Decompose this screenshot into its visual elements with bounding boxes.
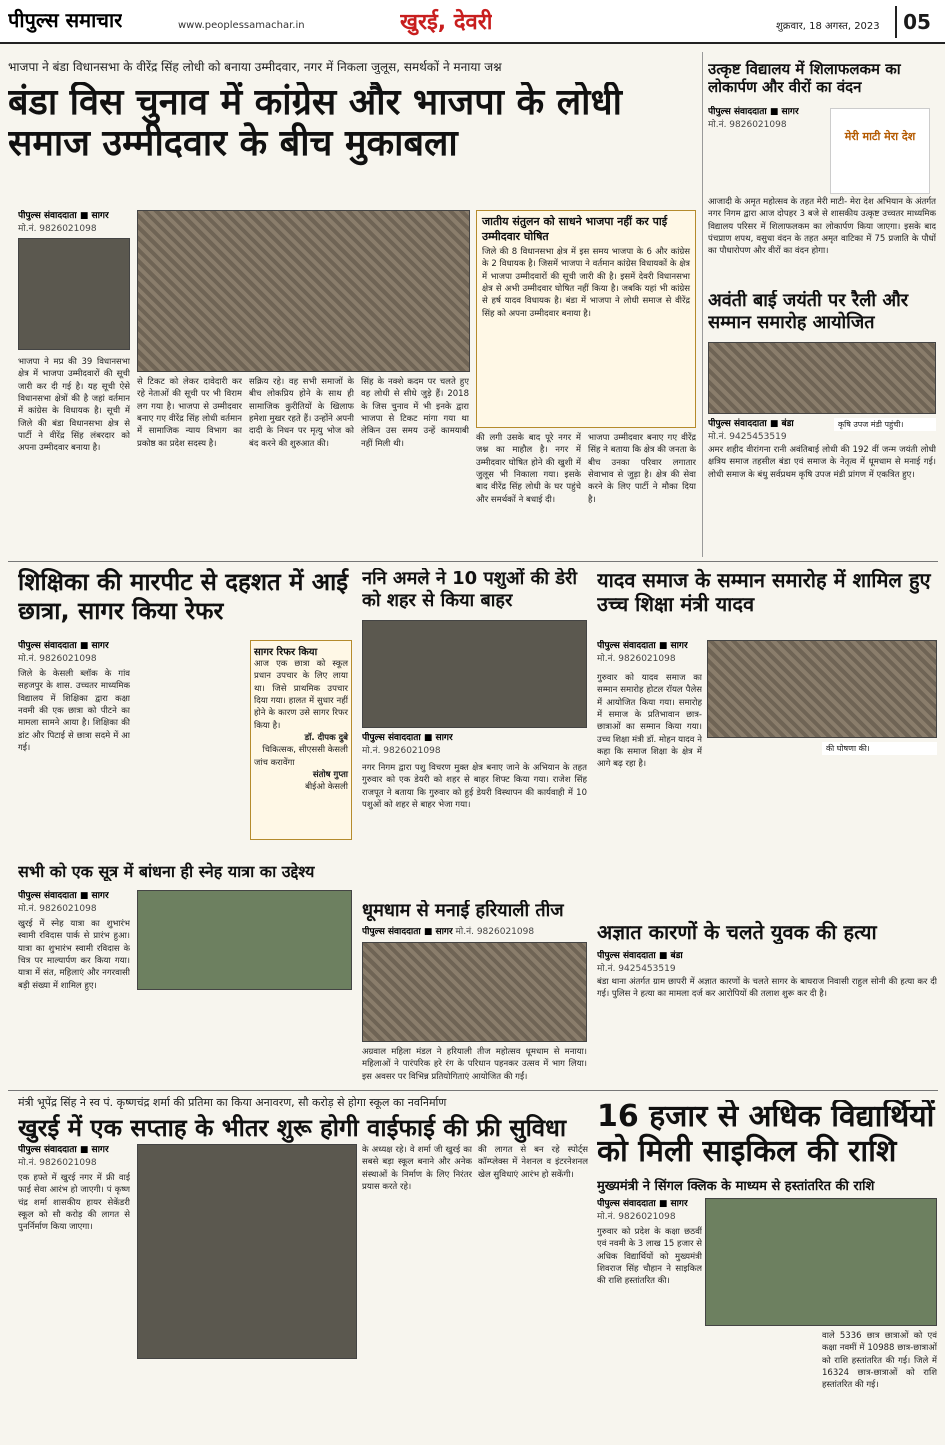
murder-body: बंडा थाना अंतर्गत ग्राम छापरी में अज्ञात कारणों के चलते सागर के बाघराज निवासी राहुल सोनी की हत्या कर दी गई। पुलिस ने हत्या का मामला दर्ज कर आरोपियों की तलाश शुरू कर दी है। bbox=[597, 977, 937, 1000]
wifi-body-col1: एक हफ्ते में खुरई नगर में फ्री वाई फाई सेवा आरंभ हो जाएगी। पं कृष्ण चंद्र शर्मा शासकीय हायर सेकेंडरी स्कूल को सौ करोड़ की लागत से पुनर्निर्माण किया जाएगा। bbox=[18, 1173, 130, 1233]
teej-photo bbox=[362, 942, 587, 1042]
sneh-byline bbox=[18, 890, 128, 915]
teej-mobile: मो.नं. 9826021098 bbox=[455, 927, 535, 937]
candidate-portrait bbox=[18, 238, 130, 350]
sneh-yatra-photo bbox=[137, 890, 352, 990]
sneh-headline: सभी को एक सूत्र में बांधना ही स्नेह यात्रा का उद्देश्य bbox=[18, 862, 315, 881]
cattle-caption: पीपुल्स संवाददाता ■ सागर bbox=[362, 733, 453, 743]
wifi-body-col2: के अध्यक्ष रहे। वे शर्मा जी खुरई का सबसे बड़ा स्कूल बनाने और अनेक संस्थाओं के निर्माण के लिए निरंतर प्रयास करते रहे। bbox=[362, 1145, 472, 1192]
yadav-byline-name: पीपुल्स संवाददाता ■ सागर bbox=[597, 641, 688, 651]
wifi-headline: खुरई में एक सप्ताह के भीतर शुरू होगी वाईफाई की फ्री सुविधा bbox=[18, 1114, 567, 1142]
sneh-mobile: मो.नं. 9826021098 bbox=[18, 903, 97, 914]
teacher-box-text: आज एक छात्रा को स्कूल प्रधान उपचार के लिए लाया था। जिसे प्राथमिक उपचार दिया गया। हालत में सुधार नहीं होने के कारण उसे सागर रिफर किया है। bbox=[254, 659, 348, 731]
sneh-body: खुरई में स्नेह यात्रा का शुभारंभ स्वामी रविदास पार्क से प्रारंभ हुआ। यात्रा का शुभारंभ स्वामी रविदास के चित्र पर माल्यार्पण कर किया गया। यात्रा में संत, महिलाएं और नगरवासी बड़ी संख्या में शामिल हुए। bbox=[18, 919, 130, 991]
column-divider bbox=[702, 52, 703, 557]
cattle-headline: ननि अमले ने 10 पशुओं की डेरी को शहर से किया बाहर bbox=[362, 568, 577, 611]
masthead bbox=[0, 0, 945, 44]
lead-body-col6: भाजपा उम्मीदवार बनाए गए वीरेंद्र सिंह ने बताया कि क्षेत्र की जनता के बीच उनका परिवार लगातार सेवाभाव से जुड़ा है। क्षेत्र की सेवा करने के लिए पार्टी ने मौका दिया है। bbox=[588, 433, 696, 505]
cattle-body: नगर निगम द्वारा पशु विचरण मुक्त क्षेत्र बनाए जाने के अभियान के तहत गुरुवार को एक डेयरी को शहर से बाहर शिफ्ट किया गया। राजेश सिंह राजपूत ने बताया कि गुरुवार को हुई डेयरी विस्थापन की कार्यवाही में 10 पशुओं को शहर से बाहर भेजा गया। bbox=[362, 763, 587, 810]
page-number: 05 bbox=[895, 6, 937, 38]
teacher-headline: शिक्षिका की मारपीट से दहशत में आई छात्रा, सागर किया रेफर bbox=[18, 568, 349, 625]
cycle-body-col2: वाले 5336 छात्र छात्राओं को एवं कक्षा नवमीं में 10988 छात्र-छात्राओं को राशि हस्तांतरित की गई। जिले में 16324 छात्र-छात्राओं को राशि हस्तांतरित की गई। bbox=[822, 1331, 937, 1391]
wifi-body-col3: की लागत से बन रहे स्पोर्ट्स कॉम्प्लेक्स में नेशनल व इंटरनेशनल खेल सुविधाएं आरंभ हो सकेंगी। bbox=[478, 1145, 588, 1180]
lead-body-col4: सिंह के नक्शे कदम पर चलते हुए वह लोधी से सीधे जुड़े हैं। 2018 के जिस चुनाव में भी इनके द्वारा भाजपा से टिकट मांगा गया था लेकिन उस समय उन्हें कामयाबी नहीं मिली थी। bbox=[361, 377, 469, 449]
teacher-byline bbox=[18, 640, 138, 665]
lead-box-title: जातीय संतुलन को साधने भाजपा नहीं कर पाई उम्मीदवार घोषित bbox=[482, 215, 668, 243]
statue-unveiling-photo bbox=[137, 1144, 357, 1359]
brand-logo: पीपुल्स समाचार bbox=[8, 8, 123, 32]
lead-byline bbox=[18, 210, 128, 235]
teacher-box-title: सागर रिफर किया bbox=[254, 647, 318, 658]
procession-photo bbox=[137, 210, 470, 372]
cycle-byline bbox=[597, 1198, 717, 1223]
lead-headline: बंडा विस चुनाव में कांग्रेस और भाजपा के लोधी समाज उम्मीदवार के बीच मुकाबला bbox=[8, 82, 622, 165]
meri-mati-logo: मेरी माटी मेरा देश bbox=[830, 108, 930, 194]
yadav-event-photo bbox=[707, 640, 937, 738]
teacher-byline-name: पीपुल्स संवाददाता ■ सागर bbox=[18, 641, 109, 651]
avanti-body: अमर शहीद वीरांगना रानी अवंतिबाई लोधी की 192 वीं जन्म जयंती लोधी क्षत्रिय समाज तहसील बंडा एवं समाज के नेतृत्व में धूमधाम से मनाई गई। लोधी समाज के बंधु सर्वप्रथम कृषि उपज मंडी प्रांगण में एकत्रित हुए। bbox=[708, 445, 936, 480]
teej-byline bbox=[362, 926, 587, 939]
teej-headline: धूमधाम से मनाई हरियाली तीज bbox=[362, 900, 564, 921]
lead-kicker: भाजपा ने बंडा विधानसभा के वीरेंद्र सिंह लोधी को बनाया उम्मीदवार, नगर में निकला जुलूस, समर्थकों ने मनाया जश्न bbox=[8, 60, 502, 74]
tiranga-byline-name: पीपुल्स संवाददाता ■ सागर bbox=[708, 107, 799, 117]
cycle-byline-name: पीपुल्स संवाददाता ■ सागर bbox=[597, 1199, 688, 1209]
lead-body-col1: भाजपा ने मप्र की 39 विधानसभा क्षेत्र में भाजपा उम्मीदवारों की सूची जारी कर दी गई है। यह सूची ऐसे विधानसभा क्षेत्रों की है जहां वर्तमान में कांग्रेस के विधायक है। सूची में जिले की बंडा विधानसभा क्षेत्र से पार्टी ने वीरेंद्र सिंह लंबरदार को अपना उम्मीदवार बनाया है। bbox=[18, 357, 130, 454]
yadav-body: गुरुवार को यादव समाज का सम्मान समारोह होटल रॉयल पैलेस में आयोजित किया गया। समारोह में समाज के प्रतिभावान छात्र-छात्राओं का सम्मान किया गया। उच्च शिक्षा मंत्री डॉ. मोहन यादव ने कहा कि समाज शिक्षा के क्षेत्र में आगे बढ़ रहा है। bbox=[597, 673, 702, 770]
wifi-kicker: मंत्री भूपेंद्र सिंह ने स्व पं. कृष्णचंद्र शर्मा की प्रतिमा का किया अनावरण, सौ करोड़ से होगा स्कूल का नवनिर्माण bbox=[18, 1096, 447, 1109]
murder-headline: अज्ञात कारणों के चलते युवक की हत्या bbox=[597, 920, 877, 944]
yadav-byline bbox=[597, 640, 702, 665]
tiranga-body: आजादी के अमृत महोत्सव के तहत मेरी माटी- मेरा देश अभियान के अंतर्गत नगर निगम द्वारा आज दोपहर 3 बजे से शासकीय उत्कृष्ट उच्चतर माध्यमिक विद्यालय परिसर में शिलाफलकम का लोकार्पण किया जाएगा। इसके बाद पंचप्राण शपथ, वसुधा वंदन के तहत अमृत वाटिका में 75 प्रजाति के पौधों का पौधारोपण और वीरों का वंदन होगा। bbox=[708, 197, 936, 257]
sneh-byline-name: पीपुल्स संवाददाता ■ सागर bbox=[18, 891, 109, 901]
teacher-body: जिले के केसली ब्लॉक के गांव सहजपुर के शास. उच्चतर माध्यमिक विद्यालय में शिक्षिका द्वारा कक्षा नवमी की एक छात्रा को पीटने का मामला सामने आया है। शिक्षिका की डांट और पिटाई से छात्रा सदमे में आ गई। bbox=[18, 669, 130, 753]
website-url[interactable]: www.peoplessamachar.in bbox=[178, 20, 305, 31]
tiranga-mobile: मो.नं. 9826021098 bbox=[708, 119, 787, 130]
teacher-mobile: मो.नं. 9826021098 bbox=[18, 653, 97, 664]
wifi-byline-name: पीपुल्स संवाददाता ■ सागर bbox=[18, 1145, 109, 1155]
teacher-box-sign-3-role: बीईओ केसली bbox=[305, 782, 348, 793]
lead-body-col3: सक्रिय रहे। वह सभी समाजों के बीच लोकप्रिय होने के साथ ही सामाजिक कुरीतियों के खिलाफ हमेशा मुखर रहते हैं। उन्होंने अपनी दादी के निधन पर मृत्यु भोज को बंद करने की शुरुआत की। bbox=[249, 377, 354, 449]
lead-box-text: जिले की 8 विधानसभा क्षेत्र में इस समय भाजपा के 6 और कांग्रेस के 2 विधायक है। जिसमें भाजपा ने वर्तमान कांग्रेस विधायकों के क्षेत्र में भाजपा उम्मीदवारों की सूची जारी की है। इसमें देवरी विधानसभा क्षेत्र से अभी उम्मीदवार घोषित नहीं किया है। जबकि यहां भी कांग्रेस से हर्ष यादव विधायक है। बंडा में भाजपा ने लोधी समाज से वीरेंद्र सिंह को अपना उम्मीदवार बनाया है। bbox=[482, 247, 690, 319]
cycle-headline: 16 हजार से अधिक विद्यार्थियों को मिली साइकिल की राशि bbox=[597, 1100, 935, 1169]
avanti-caption: कृषि उपज मंडी पहुंची। bbox=[834, 418, 936, 431]
avanti-rally-photo bbox=[708, 342, 936, 414]
cattle-byline bbox=[362, 732, 587, 757]
teacher-sidebar-box bbox=[250, 640, 352, 840]
teacher-box-sign-1: डॉ. दीपक दुबे bbox=[304, 732, 348, 743]
teacher-box-sign-3: संतोष गुप्ता bbox=[312, 769, 348, 780]
teacher-box-sign-2: जांच करावेंगा bbox=[254, 757, 295, 768]
wifi-mobile: मो.नं. 9826021098 bbox=[18, 1157, 97, 1168]
cycle-subhead: मुख्यमंत्री ने सिंगल क्लिक के माध्यम से हस्तांतरित की राशि bbox=[597, 1179, 875, 1194]
cycle-body-col1: गुरुवार को प्रदेश के कक्षा छठवीं एवं नवमी के 3 लाख 15 हजार से अधिक विद्यार्थियों को मुख्यमंत्री शिवराज सिंह चौहान ने साइकिल की राशि हस्तांतरित की। bbox=[597, 1227, 702, 1287]
yadav-headline: यादव समाज के सम्मान समारोह में शामिल हुए उच्च शिक्षा मंत्री यादव bbox=[597, 568, 931, 616]
murder-byline-name: पीपुल्स संवाददाता ■ बंडा bbox=[597, 951, 683, 961]
lead-byline-name: पीपुल्स संवाददाता ■ सागर bbox=[18, 211, 109, 221]
lead-body-col2: से टिकट को लेकर दावेदारी कर रहे नेताओं की सूची पर भी विराम लग गया है। भाजपा से उम्मीदवार बनाए गए वीरेंद्र सिंह लोधी वर्तमान में सामाजिक न्याय विभाग का प्रकोष्ठ का प्रदेश सदस्य है। bbox=[137, 377, 242, 449]
yadav-caption: की घोषणा की। bbox=[822, 742, 937, 755]
teej-byline-name: पीपुल्स संवाददाता ■ सागर bbox=[362, 927, 453, 937]
lead-body-col5: की लगी उसके बाद पूरे नगर में जश्न का माहौल है। नगर में उम्मीदवार घोषित होने की खुशी में जुलूस भी निकाला गया। इसके बाद वीरेंद्र सिंह लोधी के घर पहुंचे और समर्थकों ने बधाई दी। bbox=[476, 433, 581, 505]
avanti-headline: अवंती बाई जयंती पर रैली और सम्मान समारोह आयोजित bbox=[708, 290, 909, 333]
section-divider bbox=[8, 561, 938, 562]
lead-mobile: मो.नं. 9826021098 bbox=[18, 223, 97, 234]
cycle-mobile: मो.नं. 9826021098 bbox=[597, 1211, 676, 1222]
issue-date: शुक्रवार, 18 अगस्त, 2023 bbox=[776, 21, 880, 32]
cattle-mobile: मो.नं. 9826021098 bbox=[362, 745, 441, 756]
avanti-byline-name: पीपुल्स संवाददाता ■ बंडा bbox=[708, 419, 794, 429]
avanti-byline bbox=[708, 418, 828, 443]
tiranga-byline bbox=[708, 106, 828, 131]
teacher-box-sign-1-role: चिकित्सक, सीएससी केसली bbox=[262, 745, 348, 756]
wifi-byline bbox=[18, 1144, 128, 1169]
section-title: खुरई, देवरी bbox=[400, 10, 493, 35]
teej-body: अग्रवाल महिला मंडल ने हरियाली तीज महोत्सव धूमधाम से मनाया। महिलाओं ने पारंपरिक हरे रंग के परिधान पहनकर उत्सव में भाग लिया। इस अवसर पर विभिन्न प्रतियोगिताएं आयोजित की गईं। bbox=[362, 1047, 587, 1082]
tiranga-headline: उत्कृष्ट विद्यालय में शिलाफलकम का लोकार्पण और वीरों का वंदन bbox=[708, 60, 901, 96]
lead-sidebar-box bbox=[476, 210, 696, 428]
cattle-photo bbox=[362, 620, 587, 728]
murder-byline bbox=[597, 950, 717, 975]
avanti-mobile: मो.नं. 9425453519 bbox=[708, 431, 787, 442]
bottom-divider bbox=[8, 1090, 938, 1091]
yadav-mobile: मो.नं. 9826021098 bbox=[597, 653, 676, 664]
murder-mobile: मो.नं. 9425453519 bbox=[597, 963, 676, 974]
student-with-certificate-photo bbox=[705, 1198, 937, 1326]
